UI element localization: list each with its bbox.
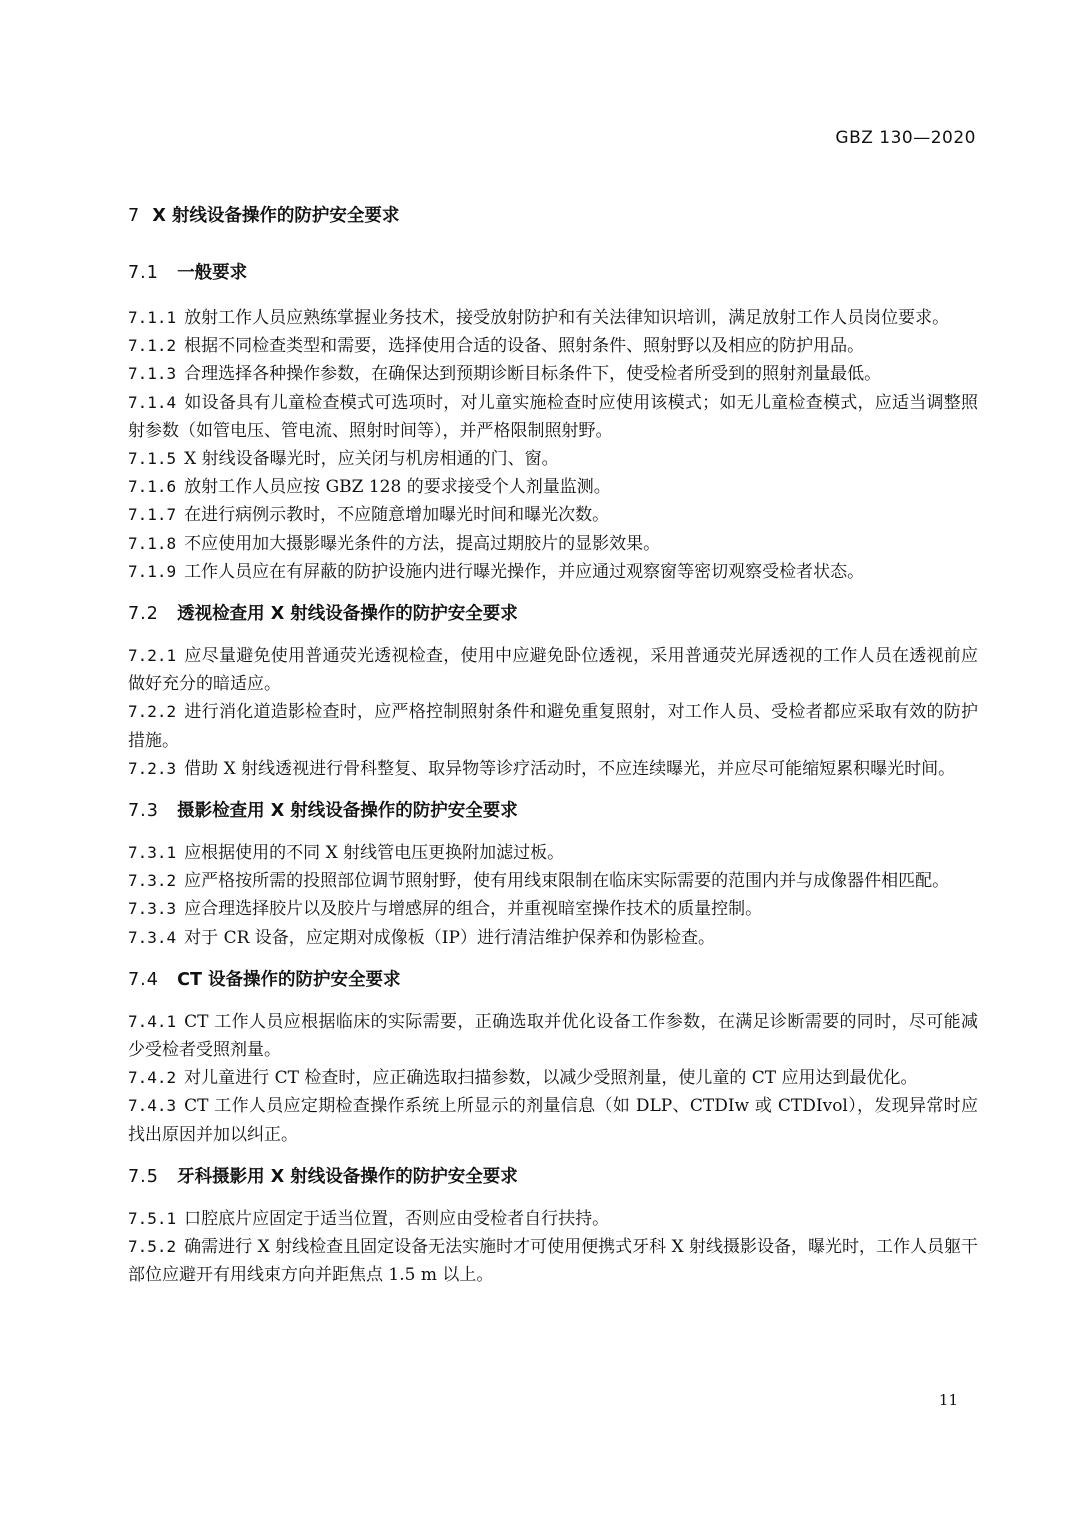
clause-text: 应合理选择胶片以及胶片与增感屏的组合，并重视暗室操作技术的质量控制。 — [184, 899, 763, 920]
clause — [128, 1064, 978, 1092]
clause-number: 7.1.6 — [128, 477, 177, 497]
clause — [128, 530, 978, 558]
clause-text: 进行消化道造影检查时，应严格控制照射条件和避免重复照射，对工作人员、受检者都应采取有效的防护措施。 — [128, 702, 978, 751]
clause — [128, 698, 978, 754]
clause-text: 根据不同检查类型和需要，选择使用合适的设备、照射条件、照射野以及相应的防护用品。 — [184, 336, 865, 357]
clause-number: 7.5.1 — [128, 1208, 177, 1228]
clause-text: 工作人员应在有屏蔽的防护设施内进行曝光操作，并应通过观察窗等密切观察受检者状态。 — [184, 561, 865, 582]
clause-text: 放射工作人员应按 GBZ 128 的要求接受个人剂量监测。 — [184, 477, 611, 498]
clause — [128, 642, 978, 698]
clause — [128, 332, 978, 360]
clause — [128, 445, 978, 473]
clause-text: 不应使用加大摄影曝光条件的方法，提高过期胶片的显影效果。 — [184, 533, 661, 554]
chapter-title: X 射线设备操作的防护安全要求 — [152, 206, 400, 226]
section-heading — [128, 964, 978, 1008]
clause-number: 7.5.2 — [128, 1237, 177, 1257]
chapter-number: 7 — [128, 206, 141, 226]
clause-text: 放射工作人员应熟练掌握业务技术，接受放射防护和有关法律知识培训，满足放射工作人员岗位要求。 — [184, 308, 950, 328]
clause-text: 口腔底片应固定于适当位置，否则应由受检者自行扶持。 — [184, 1208, 610, 1229]
clause — [128, 1008, 978, 1064]
section-number: 7.3 — [128, 801, 159, 822]
section-number: 7.2 — [128, 604, 159, 625]
document-header-code: GBZ 130—2020 — [835, 128, 976, 148]
clause-number: 7.1.3 — [128, 364, 177, 384]
clause-text: 应根据使用的不同 X 射线管电压更换附加滤过板。 — [184, 843, 565, 864]
clause-number: 7.1.7 — [128, 505, 177, 525]
clause-number: 7.2.1 — [128, 646, 177, 666]
clause-number: 7.1.9 — [128, 561, 177, 581]
section-title: 透视检查用 X 射线设备操作的防护安全要求 — [177, 604, 518, 625]
section-heading — [128, 1161, 978, 1205]
clause-number: 7.1.1 — [128, 308, 177, 327]
clause-number: 7.2.3 — [128, 758, 177, 778]
section-number: 7.5 — [128, 1166, 159, 1187]
clause-number: 7.1.2 — [128, 336, 177, 356]
clause-text: 合理选择各种操作参数，在确保达到预期诊断目标条件下，使受检者所受到的照射剂量最低。 — [184, 364, 882, 385]
clause — [128, 895, 978, 923]
clause-text: X 射线设备曝光时，应关闭与机房相通的门、窗。 — [184, 449, 559, 470]
section-title: CT 设备操作的防护安全要求 — [177, 969, 401, 990]
clause-number: 7.3.2 — [128, 871, 177, 891]
page-number: 11 — [938, 1391, 958, 1409]
clause — [128, 389, 978, 445]
clause — [128, 304, 978, 332]
clause — [128, 1092, 978, 1148]
clause — [128, 473, 978, 501]
clause-number: 7.2.2 — [128, 702, 177, 722]
document-body — [128, 196, 978, 1289]
clause-number: 7.3.4 — [128, 927, 177, 947]
clause-number: 7.4.2 — [128, 1068, 177, 1088]
clause-text: 对儿童进行 CT 检查时，应正确选取扫描参数，以减少受照剂量，使儿童的 CT 应用达到最优化。 — [184, 1068, 918, 1089]
clause-text: CT 工作人员应定期检查操作系统上所显示的剂量信息（如 DLP、CTDIw 或 CTDIvol），发现异常时应找出原因并加以纠正。 — [128, 1096, 978, 1145]
section-title: 一般要求 — [177, 263, 248, 283]
clause — [128, 1205, 978, 1233]
clause-text: 应尽量避免使用普通荧光透视检查，使用中应避免卧位透视，采用普通荧光屏透视的工作人员在透视前应做好充分的暗适应。 — [128, 646, 978, 695]
clause-number: 7.3.1 — [128, 843, 177, 863]
clause-text: CT 工作人员应根据临床的实际需要，正确选取并优化设备工作参数，在满足诊断需要的同时，尽可能减少受检者受照剂量。 — [128, 1011, 978, 1061]
clause — [128, 839, 978, 867]
section-heading — [128, 598, 978, 642]
clause-number: 7.4.1 — [128, 1011, 177, 1031]
clause-number: 7.1.8 — [128, 533, 177, 553]
section-heading — [128, 795, 978, 839]
clause-text: 如设备具有儿童检查模式可选项时，对儿童实施检查时应使用该模式；如无儿童检查模式，应适当调整照射参数（如管电压、管电流、照射时间等），并严格限制照射野。 — [128, 392, 978, 441]
section-title: 摄影检查用 X 射线设备操作的防护安全要求 — [177, 801, 518, 822]
clause — [128, 558, 978, 586]
clause-number: 7.1.4 — [128, 392, 177, 412]
clause — [128, 924, 978, 952]
clause — [128, 867, 978, 895]
clause — [128, 360, 978, 388]
section-title: 牙科摄影用 X 射线设备操作的防护安全要求 — [177, 1166, 518, 1187]
section-heading — [128, 256, 978, 304]
clause-number: 7.4.3 — [128, 1096, 177, 1116]
clause-text: 在进行病例示教时，不应随意增加曝光时间和曝光次数。 — [184, 505, 610, 526]
clause — [128, 501, 978, 529]
section-number: 7.1 — [128, 263, 159, 283]
clause-text: 应严格按所需的投照部位调节照射野，使有用线束限制在临床实际需要的范围内并与成像器件相匹配。 — [184, 871, 950, 892]
section-number: 7.4 — [128, 969, 159, 990]
clause — [128, 1233, 978, 1289]
clause-text: 借助 X 射线透视进行骨科整复、取异物等诊疗活动时，不应连续曝光，并应尽可能缩短累积曝光时间。 — [184, 758, 956, 779]
clause-text: 对于 CR 设备，应定期对成像板（IP）进行清洁维护保养和伪影检查。 — [184, 927, 715, 948]
chapter-heading — [128, 196, 978, 256]
clause-text: 确需进行 X 射线检查且固定设备无法实施时才可使用便携式牙科 X 射线摄影设备，曝光时，工作人员躯干部位应避开有用线束方向并距焦点 1.5 m 以上。 — [128, 1237, 978, 1286]
clause — [128, 755, 978, 783]
clause-number: 7.3.3 — [128, 899, 177, 919]
clause-number: 7.1.5 — [128, 449, 177, 469]
